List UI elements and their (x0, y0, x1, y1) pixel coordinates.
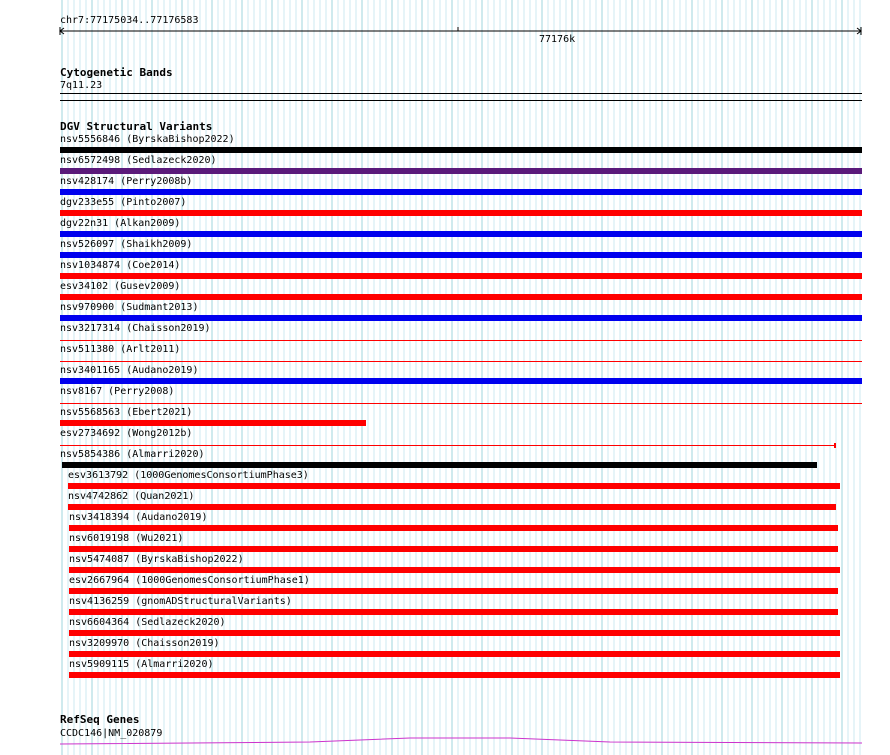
dgv-variant-label[interactable]: nsv4136259 (gnomADStructuralVariants) (69, 596, 292, 607)
dgv-variant-label[interactable]: nsv6019198 (Wu2021) (69, 533, 184, 544)
dgv-variant-label[interactable]: nsv5854386 (Almarri2020) (60, 449, 205, 460)
dgv-variant-label[interactable]: nsv6572498 (Sedlazeck2020) (60, 155, 217, 166)
refseq-track-title[interactable]: RefSeq Genes (60, 713, 140, 726)
dgv-variant-label[interactable]: esv2734692 (Wong2012b) (60, 428, 193, 439)
dgv-variant-bar[interactable] (68, 504, 836, 510)
dgv-variant-bar[interactable] (60, 420, 366, 426)
ruler-tick-label: 77176k (539, 34, 576, 45)
refseq-gene-line[interactable] (60, 736, 862, 746)
dgv-variant-bar[interactable] (60, 445, 836, 446)
dgv-variant-bar[interactable] (69, 588, 838, 594)
dgv-variant-label[interactable]: nsv428174 (Perry2008b) (60, 176, 193, 187)
dgv-variant-label[interactable]: nsv3209970 (Chaisson2019) (69, 638, 220, 649)
dgv-variant-bar[interactable] (69, 651, 840, 657)
dgv-variant-bar[interactable] (69, 525, 838, 531)
dgv-variant-label[interactable]: nsv5556846 (ByrskaBishop2022) (60, 134, 235, 145)
dgv-variant-bar[interactable] (60, 231, 862, 237)
dgv-variant-label[interactable]: nsv5474087 (ByrskaBishop2022) (69, 554, 244, 565)
dgv-variant-bar[interactable] (60, 315, 862, 321)
dgv-variant-label[interactable]: dgv22n31 (Alkan2009) (60, 218, 181, 229)
dgv-variant-bar[interactable] (62, 462, 817, 468)
dgv-variant-bar[interactable] (60, 189, 862, 195)
dgv-variant-label[interactable]: dgv233e55 (Pinto2007) (60, 197, 187, 208)
dgv-variant-bar[interactable] (60, 340, 862, 341)
dgv-variant-bar[interactable] (60, 168, 862, 174)
dgv-variant-label[interactable]: nsv6604364 (Sedlazeck2020) (69, 617, 226, 628)
dgv-variant-bar[interactable] (60, 294, 862, 300)
dgv-variant-bar[interactable] (60, 273, 862, 279)
dgv-variant-end-tick (834, 443, 836, 448)
dgv-variant-label[interactable]: nsv5909115 (Almarri2020) (69, 659, 214, 670)
dgv-variant-bar[interactable] (60, 378, 862, 384)
dgv-variant-bar[interactable] (60, 403, 862, 404)
dgv-variant-label[interactable]: nsv3401165 (Audano2019) (60, 365, 199, 376)
dgv-variant-label[interactable]: nsv3217314 (Chaisson2019) (60, 323, 211, 334)
dgv-variant-label[interactable]: nsv8167 (Perry2008) (60, 386, 175, 397)
dgv-variant-label[interactable]: nsv511380 (Arlt2011) (60, 344, 181, 355)
dgv-variant-bar[interactable] (69, 609, 838, 615)
dgv-variant-label[interactable]: nsv970900 (Sudmant2013) (60, 302, 199, 313)
dgv-track-title[interactable]: DGV Structural Variants (60, 120, 213, 133)
dgv-variant-bar[interactable] (60, 252, 862, 258)
cytoband-bar-bottom (60, 100, 862, 101)
dgv-variant-label[interactable]: nsv526097 (Shaikh2009) (60, 239, 193, 250)
refseq-gene-label[interactable]: CCDC146|NM_020879 (60, 728, 163, 739)
ruler-position: chr7:77175034..77176583 (60, 15, 199, 26)
dgv-variant-label[interactable]: nsv1034874 (Coe2014) (60, 260, 181, 271)
dgv-variant-label[interactable]: nsv4742862 (Quan2021) (68, 491, 195, 502)
dgv-variant-bar[interactable] (69, 546, 838, 552)
dgv-variant-bar[interactable] (60, 361, 862, 362)
cytoband-bar-top (60, 93, 862, 94)
dgv-variant-bar[interactable] (69, 567, 840, 573)
cytoband-label: 7q11.23 (60, 80, 103, 91)
dgv-variant-bar[interactable] (68, 483, 840, 489)
dgv-variant-bar[interactable] (69, 630, 840, 636)
dgv-variant-bar[interactable] (60, 210, 862, 216)
dgv-variant-label[interactable]: esv34102 (Gusev2009) (60, 281, 181, 292)
dgv-variant-label[interactable]: nsv3418394 (Audano2019) (69, 512, 208, 523)
dgv-variant-label[interactable]: esv2667964 (1000GenomesConsortiumPhase1) (69, 575, 310, 586)
dgv-variant-bar[interactable] (69, 672, 840, 678)
dgv-variant-bar[interactable] (60, 147, 862, 153)
dgv-variant-label[interactable]: nsv5568563 (Ebert2021) (60, 407, 193, 418)
dgv-variant-label[interactable]: esv3613792 (1000GenomesConsortiumPhase3) (68, 470, 309, 481)
cytoband-track-title[interactable]: Cytogenetic Bands (60, 66, 173, 79)
